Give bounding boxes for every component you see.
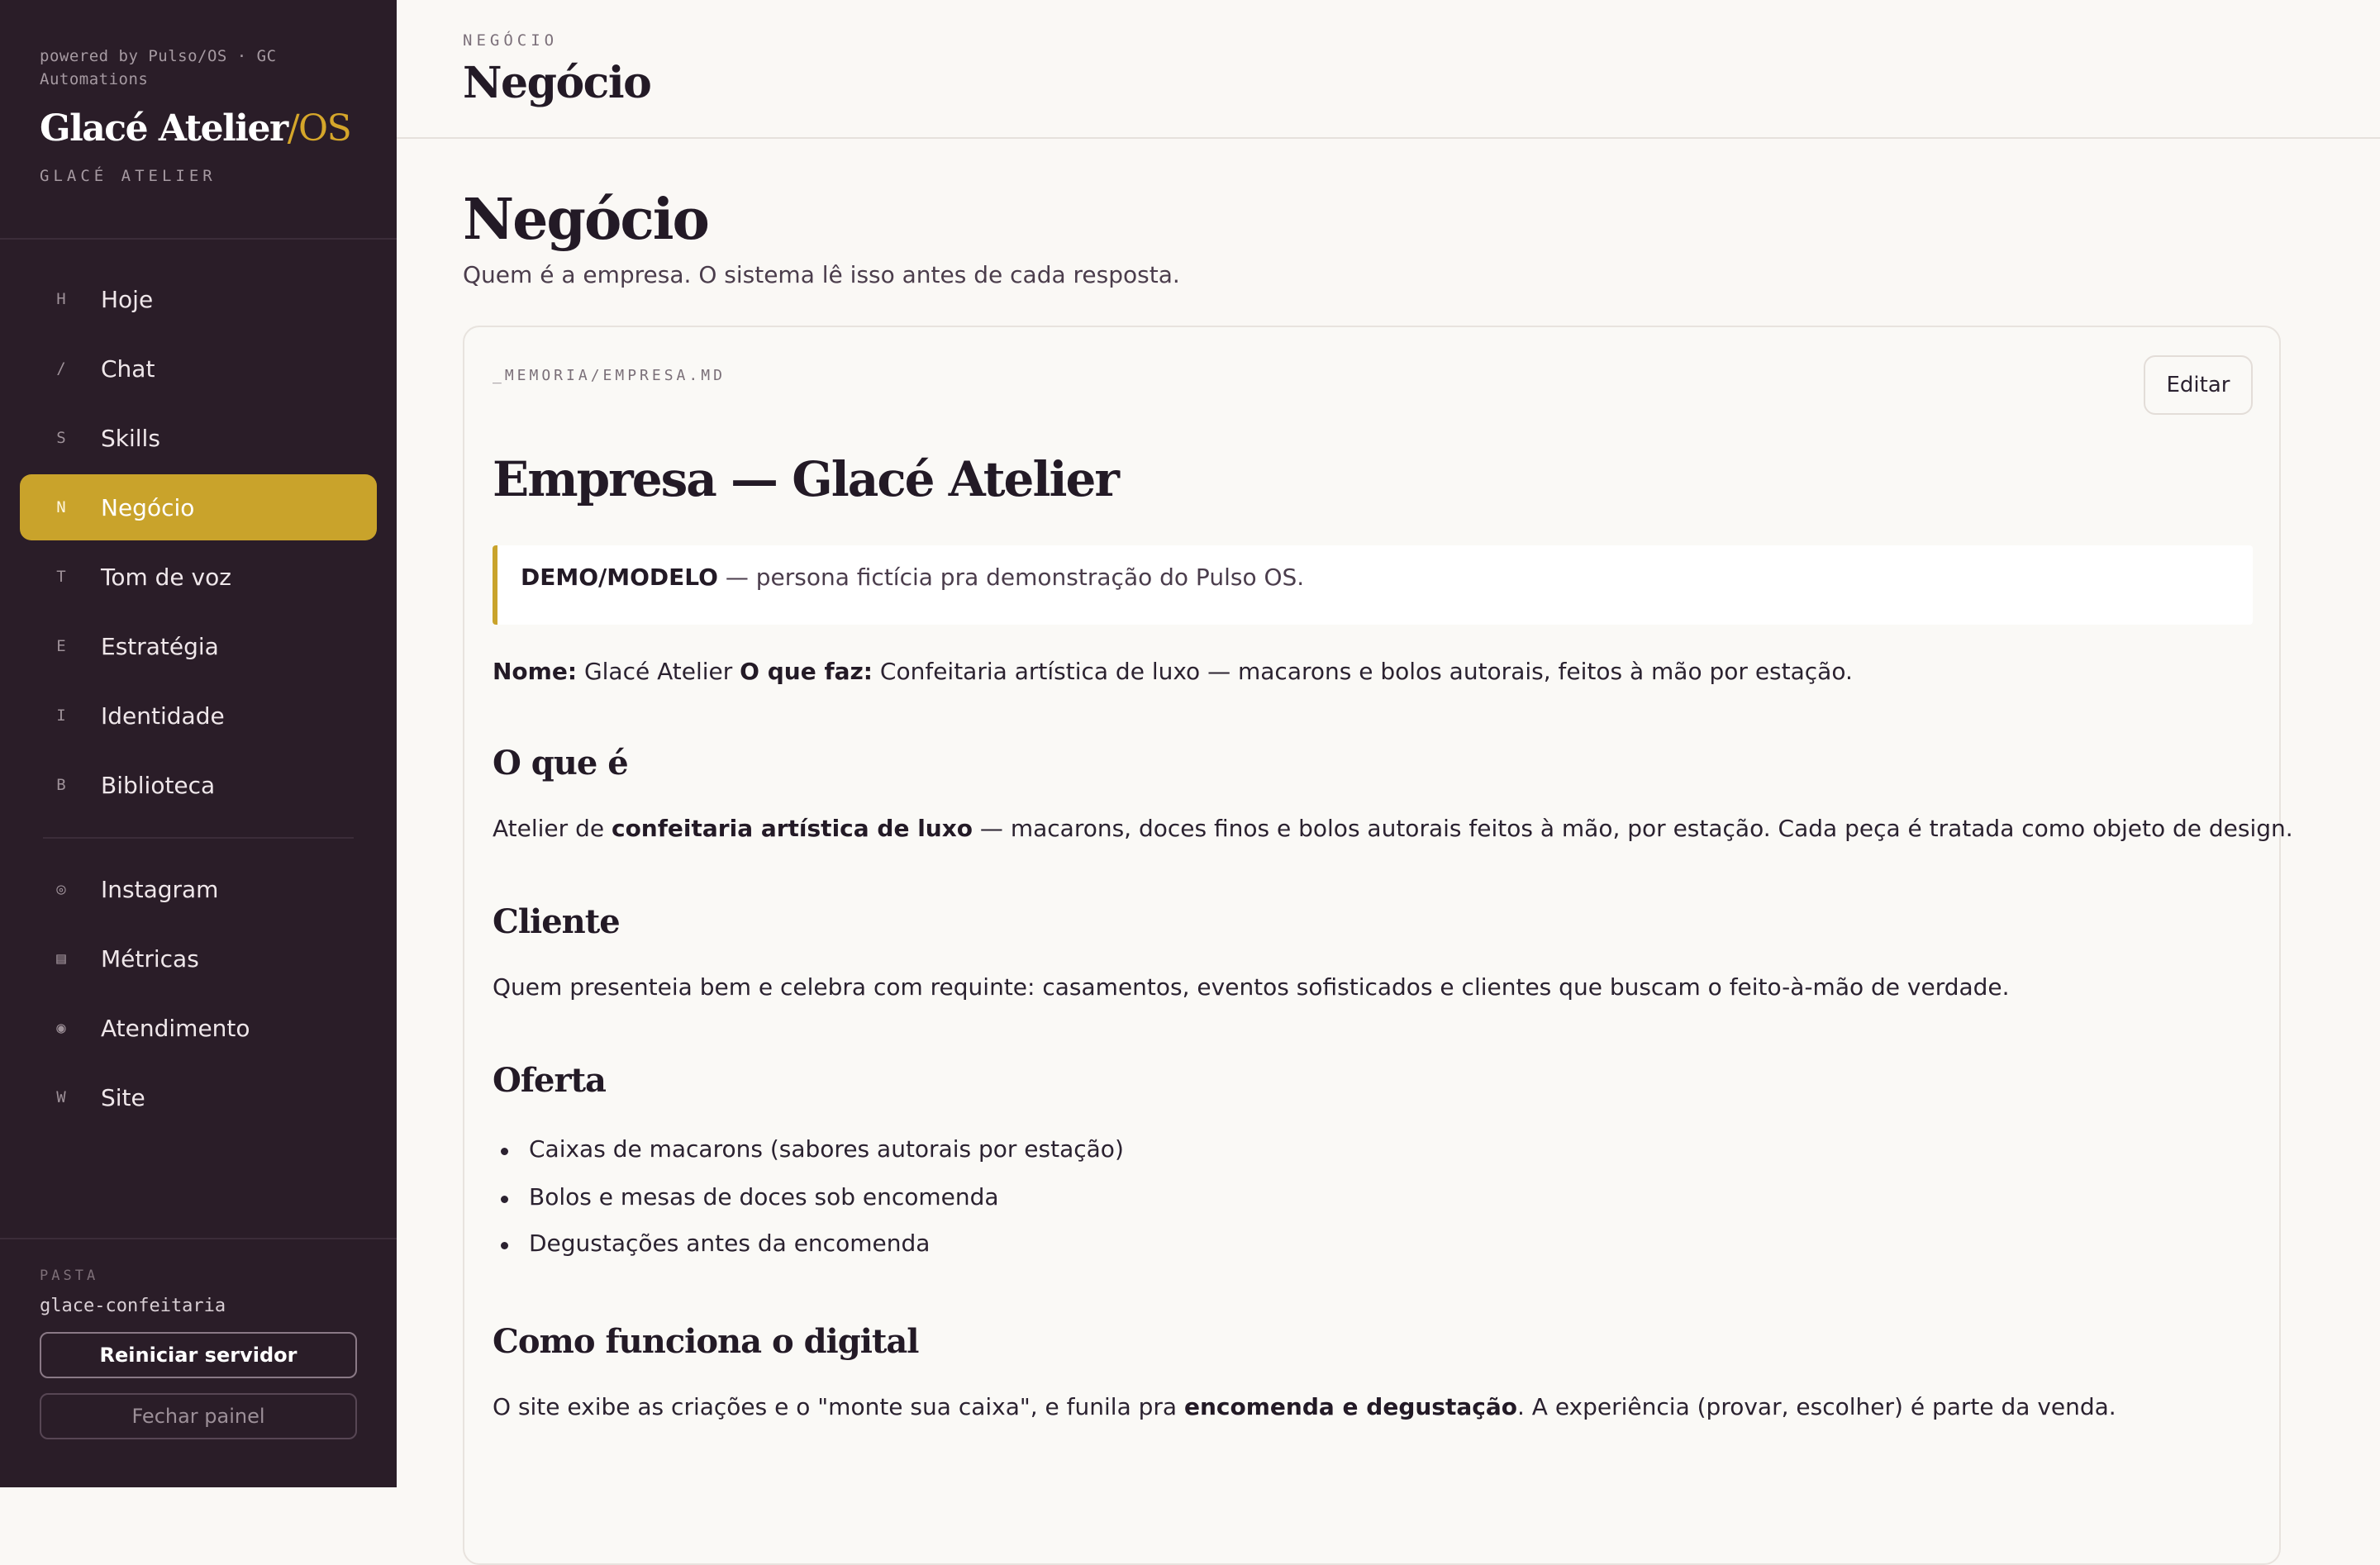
section-digital-paragraph	[493, 1393, 2116, 1420]
text-run: O site exibe as criações e o "monte sua caixa", e funila pra	[493, 1393, 1184, 1420]
sidebar	[0, 0, 397, 1487]
bullet-icon	[501, 1148, 508, 1155]
sidebar-item-chat[interactable]	[20, 335, 377, 402]
metrics-icon: ▤	[56, 949, 66, 968]
shortcut-key: T	[56, 568, 66, 586]
sidebar-footer-divider	[0, 1238, 397, 1239]
sidebar-divider	[0, 238, 397, 240]
sidebar-item-site[interactable]	[20, 1064, 377, 1130]
shortcut-key: I	[56, 706, 66, 725]
what-value: Confeitaria artística de luxo — macarons e bolos autorais, feitos à mão por estação.	[873, 658, 1853, 685]
text-run: . A experiência (provar, escolher) é parte da venda.	[1516, 1393, 2116, 1420]
text-run: Atelier de	[493, 815, 612, 842]
section-heading-what: O que é	[493, 744, 628, 782]
breadcrumb: NEGÓCIO	[463, 31, 559, 50]
sidebar-item-hoje[interactable]	[20, 266, 377, 332]
main-content	[397, 0, 2380, 1487]
edit-button[interactable]: Editar	[2144, 355, 2253, 415]
shortcut-key: S	[56, 429, 66, 447]
sidebar-item-label: Chat	[101, 354, 155, 383]
callout-body: — persona fictícia pra demonstração do Pulso OS.	[717, 564, 1305, 591]
sidebar-item-label: Negócio	[101, 493, 195, 521]
brand-name: Glacé Atelier	[40, 107, 288, 150]
list-item-text: Degustações antes da encomenda	[529, 1230, 931, 1257]
demo-callout	[493, 545, 2253, 625]
page-header	[397, 0, 2380, 139]
sidebar-item-label: Métricas	[101, 944, 199, 973]
sidebar-item-label: Skills	[101, 424, 160, 452]
brand-subtitle: GLACÉ ATELIER	[40, 167, 217, 185]
name-value: Glacé Atelier	[577, 658, 740, 685]
support-icon: ◉	[56, 1019, 66, 1037]
sidebar-item-label: Tom de voz	[101, 563, 231, 591]
what-label: O que faz:	[740, 658, 873, 685]
sidebar-item-identidade[interactable]	[20, 683, 377, 749]
intro-paragraph	[493, 658, 1853, 685]
shortcut-key: N	[56, 498, 66, 516]
shortcut-key: /	[56, 359, 66, 378]
sidebar-item-label: Atendimento	[101, 1014, 250, 1042]
page-subtitle: Quem é a empresa. O sistema lê isso antes de cada resposta.	[463, 261, 1180, 288]
powered-by-text: powered by Pulso/OS · GC Automations	[40, 47, 277, 88]
sidebar-item-biblioteca[interactable]	[20, 752, 377, 818]
brand-suffix: /OS	[287, 107, 351, 150]
section-heading-digital: Como funciona o digital	[493, 1322, 919, 1361]
callout-bold: DEMO/MODELO	[521, 564, 718, 591]
shortcut-key: E	[56, 637, 66, 655]
folder-label: PASTA	[40, 1268, 99, 1284]
section-what-paragraph	[493, 815, 2293, 842]
sidebar-item-estrategia[interactable]	[20, 613, 377, 679]
bullet-icon	[501, 1196, 508, 1203]
shortcut-key: B	[56, 776, 66, 794]
document-card	[463, 326, 2293, 1565]
sidebar-item-label: Instagram	[101, 875, 219, 903]
sidebar-item-instagram[interactable]	[20, 856, 377, 922]
sidebar-item-tom-de-voz[interactable]	[20, 544, 377, 610]
text-bold: encomenda e degustação	[1184, 1393, 1517, 1420]
list-item-text: Bolos e mesas de doces sob encomenda	[529, 1183, 999, 1211]
folder-value: glace-confeitaria	[40, 1296, 226, 1316]
sidebar-item-negocio[interactable]	[20, 474, 377, 540]
nav-separator	[43, 837, 354, 839]
header-title: Negócio	[463, 58, 651, 108]
instagram-icon: ◎	[56, 880, 66, 898]
text-bold: confeitaria artística de luxo	[611, 815, 973, 842]
bullet-icon	[501, 1242, 508, 1249]
shortcut-key: H	[56, 290, 66, 308]
page-title: Negócio	[463, 187, 708, 253]
sidebar-item-label: Site	[101, 1083, 145, 1111]
sidebar-item-atendimento[interactable]	[20, 995, 377, 1061]
text-run: — macarons, doces finos e bolos autorais feitos à mão, por estação. Cada peça é tratada como objeto de design.	[973, 815, 2293, 842]
brand-logo[interactable]	[40, 107, 350, 150]
shortcut-key: W	[56, 1088, 66, 1106]
document-heading: Empresa — Glacé Atelier	[493, 451, 1118, 507]
name-label: Nome:	[493, 658, 578, 685]
sidebar-item-metricas[interactable]	[20, 925, 377, 992]
section-heading-offer: Oferta	[493, 1061, 606, 1100]
sidebar-item-label: Biblioteca	[101, 771, 216, 799]
file-path: _MEMORIA/EMPRESA.MD	[493, 367, 726, 384]
sidebar-item-label: Identidade	[101, 702, 225, 730]
list-item-text: Caixas de macarons (sabores autorais por estação)	[529, 1135, 1124, 1163]
restart-server-button[interactable]: Reiniciar servidor	[40, 1332, 357, 1378]
section-heading-client: Cliente	[493, 902, 620, 941]
sidebar-item-skills[interactable]	[20, 405, 377, 471]
sidebar-item-label: Estratégia	[101, 632, 219, 660]
callout-text	[521, 564, 1304, 591]
section-client-paragraph: Quem presenteia bem e celebra com requinte: casamentos, eventos sofisticados e clientes que buscam o feito-à-mão de verdade.	[493, 973, 2010, 1001]
sidebar-item-label: Hoje	[101, 285, 154, 313]
close-panel-button[interactable]: Fechar painel	[40, 1393, 357, 1439]
